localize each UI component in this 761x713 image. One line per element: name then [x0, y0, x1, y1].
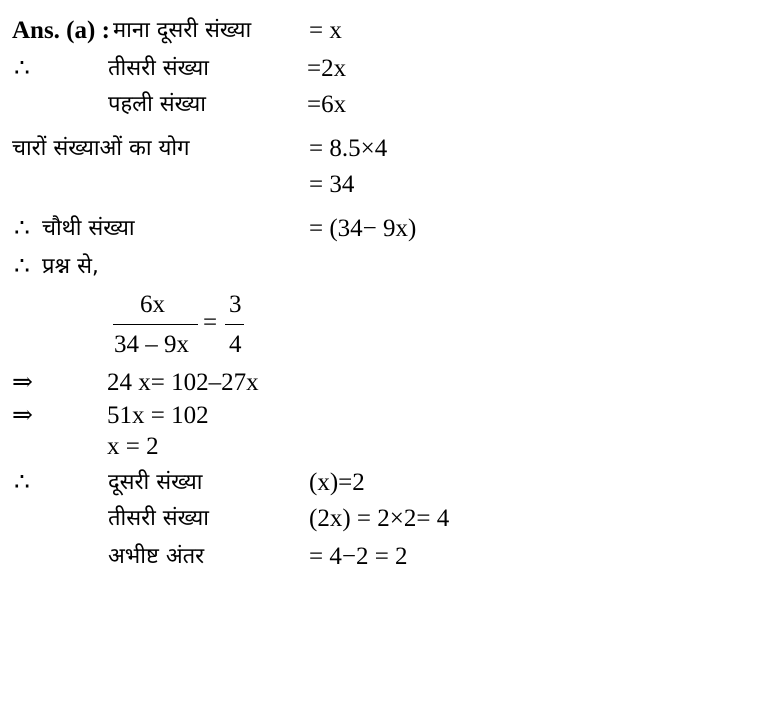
third-number-value: =2x	[307, 55, 347, 82]
required-difference-label: अभीष्ट अंतर	[108, 544, 205, 569]
third-number-final-value: (2x) = 2×2= 4	[309, 505, 450, 532]
required-difference-value: = 4−2 = 2	[309, 543, 408, 570]
implies-arrow: ⇒	[12, 402, 33, 429]
third-number-final-label: तीसरी संख्या	[108, 506, 209, 531]
second-number-assumption-label: माना दूसरी संख्या	[113, 18, 252, 43]
fraction-left-numerator: 6x	[140, 291, 165, 318]
therefore-symbol: ∴	[14, 469, 30, 496]
according-to-question-label: प्रश्न से,	[42, 254, 99, 279]
fraction-equals-sign: =	[203, 309, 218, 336]
second-number-final-label: दूसरी संख्या	[108, 470, 203, 495]
therefore-symbol: ∴	[14, 253, 30, 280]
second-number-value: = x	[309, 17, 342, 44]
therefore-symbol: ∴	[14, 215, 30, 242]
fraction-right-denominator: 4	[229, 331, 242, 358]
third-number-label: तीसरी संख्या	[108, 56, 209, 81]
sum-value: = 34	[309, 171, 355, 198]
equation-step-1: 24 x= 102–27x	[107, 369, 259, 396]
first-number-value: =6x	[307, 91, 347, 118]
implies-arrow: ⇒	[12, 369, 33, 396]
sum-of-four-numbers-label: चारों संख्याओं का योग	[12, 136, 190, 161]
sum-expression: = 8.5×4	[309, 135, 388, 162]
fraction-left-bar	[113, 324, 198, 325]
fraction-left-denominator: 34 – 9x	[114, 331, 189, 358]
therefore-symbol: ∴	[14, 55, 30, 82]
fraction-right-numerator: 3	[229, 291, 242, 318]
equation-step-2: 51x = 102	[107, 402, 209, 429]
first-number-label: पहली संख्या	[108, 92, 206, 117]
equation-result: x = 2	[107, 433, 159, 460]
fraction-right-bar	[225, 324, 244, 325]
answer-label: Ans. (a) :	[12, 17, 110, 44]
fourth-number-value: = (34− 9x)	[309, 215, 417, 242]
fourth-number-label: चौथी संख्या	[42, 216, 135, 241]
second-number-final-value: (x)=2	[309, 469, 365, 496]
